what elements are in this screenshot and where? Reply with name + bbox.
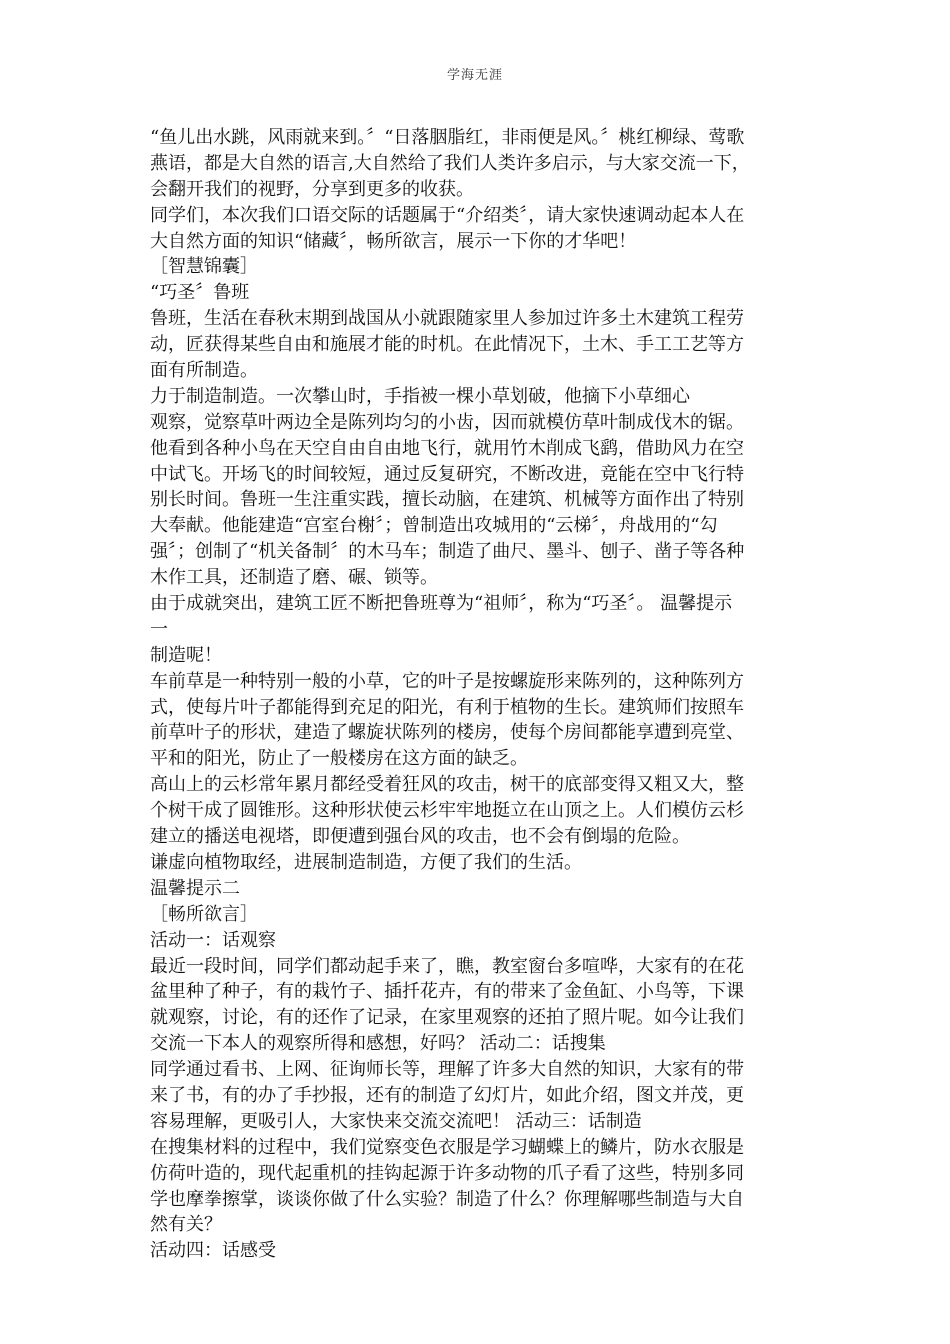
text-line: 鲁班，生活在春秋末期到战国从小就跟随家里人参加过许多土木建筑工程劳 [150, 308, 744, 330]
text-line: 谦虚向植物取经，进展制造制造，方便了我们的生活。 [150, 851, 582, 873]
text-line: 他看到各种小鸟在天空自由自由地飞行，就用竹木削成飞鹞，借助风力在空 [150, 437, 744, 459]
text-line: 高山上的云杉常年累月都经受着狂风的攻击，树干的底部变得又粗又大，整 [150, 774, 744, 796]
text-line: 观察，觉察草叶两边全是陈列均匀的小齿，因而就模仿草叶制成伐木的锯。 [150, 411, 744, 433]
text-line: 动，匠获得某些自由和施展才能的时机。在此情况下，土木、手工工艺等方 [150, 334, 744, 356]
activity-heading: 活动一：话观察 [150, 929, 276, 951]
text-line: 车前草是一种特别一般的小草，它的叶子是按螺旋形来陈列的，这种陈列方 [150, 670, 744, 692]
text-line: 交流一下本人的观察所得和感想，好吗？ 活动二：话搜集 [150, 1033, 606, 1055]
section-heading: 温馨提示二 [150, 877, 240, 899]
text-line: 大奉献。他能建造“宫室台榭〞；曾制造出攻城用的“云梯〞，舟战用的“勾 [150, 515, 718, 537]
text-line: 来了书，有的办了手抄报，还有的制造了幻灯片，如此介绍，图文并茂，更 [150, 1084, 744, 1106]
text-line: 同学通过看书、上网、征询师长等，理解了许多大自然的知识，大家有的带 [150, 1059, 744, 1081]
text-line: 个树干成了圆锥形。这种形状使云杉牢牢地挺立在山顶之上。人们模仿云杉 [150, 800, 744, 822]
page-header: 学海无涯 [446, 68, 503, 83]
text-line: 盆里种了种子，有的栽竹子、插扦花卉，有的带来了金鱼缸、小鸟等，下课 [150, 981, 744, 1003]
text-line: 然有关？ [150, 1214, 222, 1236]
text-line: 力于制造制造。一次攀山时，手指被一棵小草划破，他摘下小草细心 [150, 385, 690, 407]
section-heading: ［畅所欲言］ [150, 903, 258, 925]
subsection-heading: “巧圣〞鲁班 [150, 282, 250, 304]
text-line: 学也摩拳擦掌，谈谈你做了什么实验？制造了什么？你理解哪些制造与大自 [150, 1188, 744, 1210]
text-line: 一 [150, 618, 168, 640]
text-line: 容易理解，更吸引人，大家快来交流交流吧！ 活动三：话制造 [150, 1110, 642, 1132]
text-line: 强〞；创制了“机关备制〞的木马车；制造了曲尺、墨斗、刨子、凿子等各种 [150, 541, 745, 563]
text-line: 平和的阳光，防止了一般楼房在这方面的缺乏。 [150, 748, 528, 770]
text-line: 建立的播送电视塔，即便遭到强台风的攻击，也不会有倒塌的危险。 [150, 826, 690, 848]
text-line: 木作工具，还制造了磨、碾、锁等。 [150, 567, 438, 589]
text-line: 由于成就突出，建筑工匠不断把鲁班尊为“祖师〞，称为“巧圣〞。 温馨提示 [150, 593, 733, 615]
text-line: 面有所制造。 [150, 360, 258, 382]
text-line: 别长时间。鲁班一生注重实践，擅长动脑，在建筑、机械等方面作出了特别 [150, 489, 744, 511]
text-line: 燕语，都是大自然的语言,大自然给了我们人类许多启示，与大家交流一下， [150, 152, 750, 174]
text-line: 大自然方面的知识“储藏〞，畅所欲言，展示一下你的才华吧！ [150, 230, 637, 252]
text-line: 就观察，讨论，有的还作了记录，在家里观察的还拍了照片呢。如今让我们 [150, 1007, 744, 1029]
text-line: 前草叶子的形状，建造了螺旋状陈列的楼房，使每个房间都能享遭到亮堂、 [150, 722, 744, 744]
text-line: 会翻开我们的视野，分享到更多的收获。 [150, 178, 474, 200]
text-line: 式，使每片叶子都能得到充足的阳光，有利于植物的生长。建筑师们按照车 [150, 696, 744, 718]
text-line: 制造呢！ [150, 644, 222, 666]
text-line: “鱼儿出水跳，风雨就来到。〞“日落胭脂红，非雨便是风。〞桃红柳绿、莺歌 [150, 127, 745, 148]
text-line: 同学们，本次我们口语交际的话题属于“介绍类〞，请大家快速调动起本人在 [150, 204, 745, 226]
text-line: 仿荷叶造的，现代起重机的挂钩起源于许多动物的爪子看了这些，特别多同 [150, 1162, 744, 1184]
section-heading: ［智慧锦囊］ [150, 256, 258, 278]
text-line: 在搜集材料的过程中，我们觉察变色衣服是学习蝴蝶上的鳞片，防水衣服是 [150, 1136, 744, 1158]
document-body [150, 125, 800, 1264]
text-line: 最近一段时间，同学们都动起手来了，瞧，教室窗台多喧哗，大家有的在花 [150, 955, 744, 977]
activity-heading: 活动四：话感受 [150, 1240, 276, 1262]
text-line: 中试飞。开场飞的时间较短，通过反复研究，不断改进，竟能在空中飞行特 [150, 463, 744, 485]
